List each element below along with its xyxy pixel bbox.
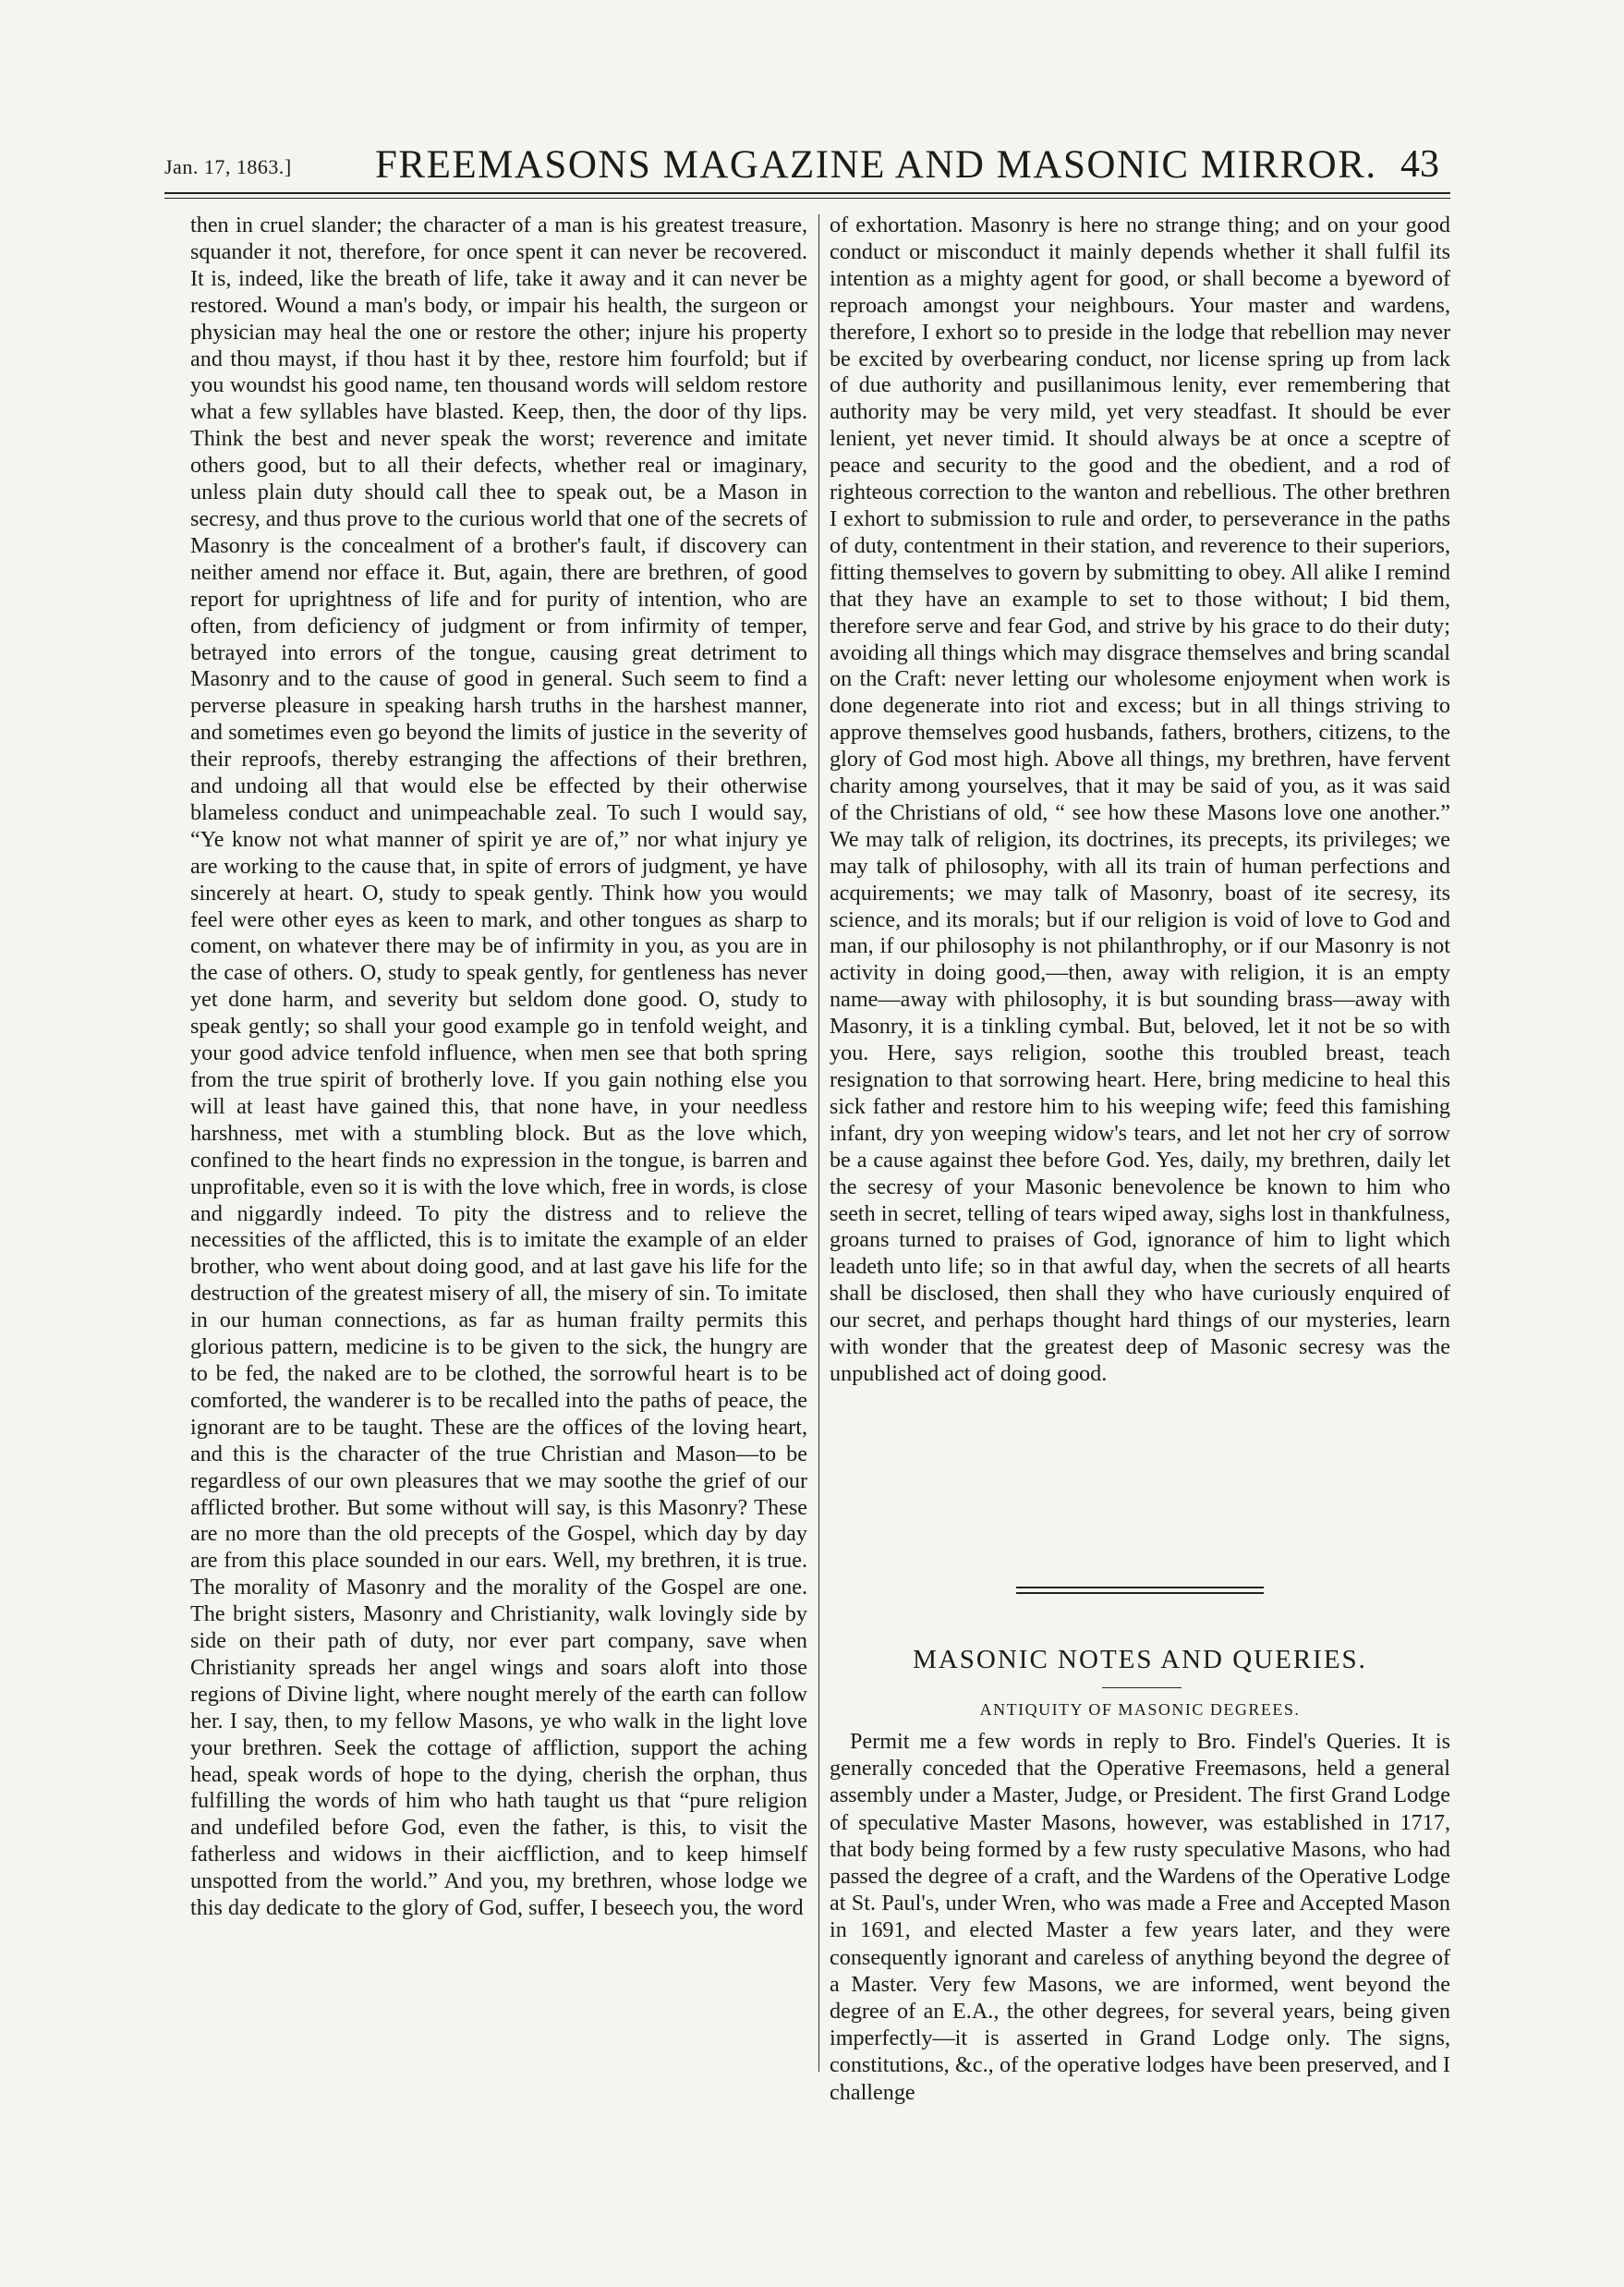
section-title: MASONIC NOTES AND QUERIES. [913,1645,1367,1674]
page-header [164,139,1450,185]
section-separator-rule [1016,1587,1264,1588]
right-column [830,213,1450,1388]
section-separator-rule [1016,1592,1264,1594]
section-body [830,1728,1450,2106]
magazine-title: FREEMASONS MAGAZINE AND MASONIC MIRROR. [375,143,1377,187]
left-column [190,213,807,1922]
paragraph: of exhortation. Masonry is here no strange thing; and on your good conduct or misconduct it mainly depends whether it shall fulfil its intention as a mighty agent for good, or shall become a byeword of reproach amongst your neighbours. Your master and wardens, therefore, I exhort so to preside in the lodge that rebellion may never be excited by overbearing conduct, nor license spring up from lack of due authority and pusillanimous lenity, ever remembering that authority may be very mild, yet very steadfast. It should be ever lenient, yet never timid. It should always be at once a sceptre of peace and security to the good and the obedient, and a rod of righteous correction to the wanton and rebellious. The other brethren I exhort to submission to rule and order, to perseverance in the paths of duty, contentment in their station, and reverence to their superiors, fitting themselves to govern by submitting to obey. All alike I remind that they have an example to set to those without; I bid them, therefore serve and fear God, and strive by his grace to do their duty; avoiding all things which may disgrace themselves and bring scandal on the Craft: never letting our wholesome enjoyment when work is done degenerate into riot and excess; but in all things striving to approve themselves good husbands, fathers, brothers, citizens, to the glory of God most high. Above all things, my brethren, have fervent charity among yourselves, that it may be said of you, as it was said of the Christians of old, “ see how these Masons love one another.” We may talk of religion, its doctrines, its precepts, its privileges; we may talk of philosophy, with all its train of human perfections and acquirements; we may talk of Masonry, boast of ite secresy, its science, and its morals; but if our religion is void of love to God and man, if our philosophy is not philanthrophy, or if our Masonry is not activity in doing good,—then, away with religion, it is an empty name—away with philosophy, it is but sounding brass—away with Masonry, it is a tinkling cymbal. But, beloved, let it not be so with you. Here, says religion, soothe this troubled breast, teach resignation to that sorrowing heart. Here, bring medicine to heal this sick father and restore him to his weeping wife; feed this famishing infant, dry yon weeping widow's tears, and let not her cry of sorrow be a cause against thee before God. Yes, daily, my brethren, daily let the secresy of your Masonic benevolence be known to him who seeth in secret, telling of tears wiped away, sighs lost in thankfulness, groans turned to praises of God, ignorance of him to light which leadeth unto life; so in that awful day, when the secrets of all hearts shall be disclosed, then shall they who have curiously enquired of our secret, and perhaps thought hard things of our mysteries, learn with wonder that the greatest deep of Masonic secresy was the unpublished act of doing good. [830,213,1450,1386]
paragraph: then in cruel slander; the character of a man is his greatest treasure, squander it not, therefore, for once spent it can never be recovered. It is, indeed, like the breath of life, take it away and it can never be restored. Wound a man's body, or impair his health, the surgeon or physician may heal the one or restore the other; injure his property and thou mayst, if thou hast it by thee, restore him fourfold; but if you woundst his good name, ten thousand words will seldom restore what a few syllables have blasted. Keep, then, the door of thy lips. Think the best and never speak the worst; reverence and imitate others good, but to all their defects, whether real or imaginary, unless plain duty should call thee to speak out, be a Mason in secresy, and thus prove to the curious world that one of the secrets of Masonry is the concealment of a brother's fault, if discovery can neither amend nor efface it. But, again, there are brethren, of good report for uprightness of life and for purity of intention, who are often, from deficiency of judgment or from infirmity of temper, betrayed into errors of the tongue, causing great detriment to Masonry and to the cause of good in general. Such seem to find a perverse pleasure in speaking harsh truths in the harshest manner, and sometimes even go beyond the limits of justice in the severity of their reproofs, thereby estranging the affections of their brethren, and undoing all that would else be effected by their otherwise blameless conduct and unimpeachable zeal. To such I would say, “Ye know not what manner of spirit ye are of,” nor what injury ye are working to the cause that, in spite of errors of judgment, ye have sincerely at heart. O, study to speak gently. Think how you would feel were other eyes as keen to mark, and other tongues as sharp to coment, on whatever there may be of infirmity in you, as you are in the case of others. O, study to speak gently, for gentleness has never yet done harm, and severity but seldom done good. O, study to speak gently; so shall your good example go in tenfold weight, and your good advice tenfold influence, when men see that both spring from the true spirit of brotherly love. If you gain nothing else you will at least have gained this, that none have, in your needless harshness, met with a stumbling block. But as the love which, confined to the heart finds no expression in the tongue, is barren and unprofitable, even so it is with the love which, free in words, is close and niggardly indeed. To pity the distress and to relieve the necessities of the afflicted, this is to imitate the example of an elder brother, who went about doing good, and at last gave his life for the destruction of the greatest misery of all, the misery of sin. To imitate in our human connections, as far as human frailty permits this glorious pattern, medicine is to be given to the sick, the hungry are to be fed, the naked are to be clothed, the sorrowful heart is to be comforted, the wanderer is to be recalled into the paths of peace, the ignorant are to be taught. These are the offices of the loving heart, and this is the character of the true Christian and Mason—to be regardless of our own pleasures that we may soothe the grief of our afflicted brother. But some without will say, is this Masonry? These are no more than the old precepts of the Gospel, which day by day are from this place sounded in our ears. Well, my brethren, it is true. The morality of Masonry and the morality of the Gospel are one. The bright sisters, Masonry and Christianity, walk lovingly side by side on their path of duty, nor ever part company, save when Christianity spreads her angel wings and soars aloft into those regions of Divine light, where nought merely of the earth can follow her. I say, then, to my fellow Masons, ye who walk in the light love your brethren. Seek the cottage of affliction, support the aching head, speak words of hope to the dying, cherish the orphan, thus fulfilling the words of him who hath taught us that “pure religion and undefiled before God, even the father, is this, to visit the fatherless and widows in their aicffliction, and to keep himself unspotted from the world.” And you, my brethren, whose lodge we this day dedicate to the glory of God, suffer, I beseech you, the word [190,213,807,1921]
issue-date: Jan. 17, 1863.] [164,155,292,178]
page-number: 43 [1400,143,1439,186]
paragraph: Permit me a few words in reply to Bro. Findel's Queries. It is generally conceded that the Operative Freemasons, held a general assembly under a Master, Judge, or President. The first Grand Lodge of speculative Master Masons, however, was established in 1717, that body being formed by a few rusty speculative Masons, who had passed the degree of a craft, and the Wardens of the Operative Lodge at St. Paul's, under Wren, who was made a Free and Accepted Mason in 1691, and elected Master a few years later, and they were consequently ignorant and careless of anything beyond the degree of a Master. Very few Masons, we are informed, went beyond the degree of an E.A., the other degrees, for several years, being given imperfectly—it is asserted in Grand Lodge only. The signs, constitutions, &c., of the operative lodges have been preserved, and I challenge [830,1729,1450,2105]
header-rule-thin [164,198,1450,199]
section-title-rule [1102,1687,1182,1688]
section-subtitle: ANTIQUITY OF MASONIC DEGREES. [979,1700,1301,1719]
column-divider [818,214,819,2072]
header-rule-thick [164,192,1450,194]
